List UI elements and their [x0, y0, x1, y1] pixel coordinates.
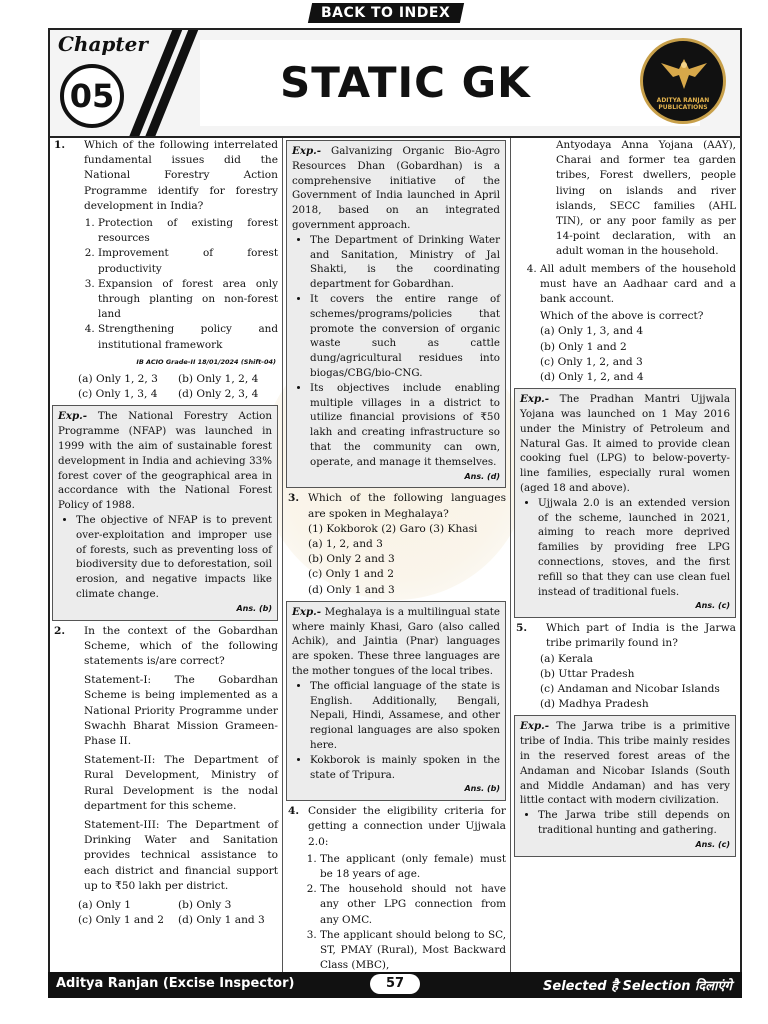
statement: Statement-III: The Department of Drinking Water and Sanitation provides technical assistance to each district and financial support up to ₹50 lakh per district. [84, 819, 278, 892]
statement: Statement-II: The Department of Rural Development, Ministry of Rural Development is the nodal department for this scheme. [84, 754, 278, 812]
column-1 [52, 138, 278, 928]
sub-text: (1) Kokborok (2) Garo (3) Khasi [308, 522, 478, 535]
options [78, 898, 278, 928]
publisher-logo [640, 38, 726, 124]
explanation-box [514, 715, 736, 856]
option: (d) Only 1 and 3 [178, 914, 265, 927]
question-number: 5. [516, 622, 528, 635]
option: (c) Only 1 and 2 [308, 568, 394, 581]
column-2 [286, 138, 506, 975]
question-4 [286, 804, 506, 973]
question-text: In the context of the Gobardhan Scheme, which of the following statements is/are correct? [84, 624, 278, 668]
exp-bullet: • Its objectives include enabling multiple villages in a district to utilize financial provisions of ₹50 lakh and creating infrastructure so that the community can own, operate, and manage it themselves. [310, 381, 500, 470]
option: (c) Only 1, 2, and 3 [540, 355, 643, 368]
eagle-icon [659, 55, 709, 91]
options [540, 324, 736, 385]
answer: Ans. (c) [695, 839, 730, 849]
exp-label: Exp.- [520, 393, 550, 406]
option: (b) Only 1 and 2 [540, 340, 627, 353]
exp-label: Exp.- [292, 605, 322, 618]
list-item-continued: Antyodaya Anna Yojana (AAY), Charai and former tea garden tribes, Forest dwellers, people living on islands and river islands, SECC families (AHL TIN), or any poor family as per 14-point declaration, with an adult woman in the household. [556, 139, 736, 258]
statement: Statement-I: The Gobardhan Scheme is being implemented as a National Priority Programme under Swachh Bharat Mission Grameen-Phase II. [84, 674, 278, 748]
question-number: 2. [54, 624, 66, 637]
chapter-word: Chapter [58, 32, 148, 56]
answer: Ans. (b) [464, 784, 500, 794]
question-1 [52, 138, 278, 621]
exp-text: The Jarwa tribe is a primitive tribe of India. This tribe mainly resides in the reserved forest areas of the Andaman and Nicobar Islands (South and Middle Andaman) and has very little contact with modern civilization. [520, 720, 730, 807]
answer: Ans. (c) [695, 601, 730, 611]
exp-bullet: • The objective of NFAP is to prevent over-exploitation and improper use of forests, such as preventing loss of biodiversity due to deforestation, soil erosion, and negative impacts like climate change. [76, 513, 272, 602]
chapter-number: 05 [60, 64, 124, 128]
options [78, 372, 278, 402]
page-footer [48, 972, 742, 998]
question-5 [514, 621, 736, 856]
list-item: 2. The household should not have any other LPG connection from any OMC. [320, 882, 506, 928]
item-list [522, 262, 736, 308]
option: (b) Uttar Pradesh [540, 667, 635, 680]
explanation-box [286, 601, 506, 801]
explanation-box [514, 388, 736, 618]
chapter-header [50, 30, 740, 138]
question-text: Which of the following interrelated fundamental issues did the National Forestry Action Programme identify for forestry development in India? [84, 139, 278, 212]
option: (a) Only 1 [78, 899, 131, 912]
option: (d) Only 2, 3, 4 [178, 388, 259, 401]
question-text: Consider the eligibility criteria for getting a connection under Ujjwala 2.0: [308, 805, 506, 848]
option: (d) Only 1, 2, and 4 [540, 371, 644, 384]
option: (b) Only 1, 2, 4 [178, 373, 259, 386]
option: (c) Andaman and Nicobar Islands [540, 683, 720, 696]
page-number: 57 [370, 974, 420, 994]
logo-text: ADITYA RANJAN PUBLICATIONS [656, 97, 710, 111]
answer: Ans. (b) [236, 603, 272, 613]
exp-text: Galvanizing Organic Bio-Agro Resources Dhan (Gobardhan) is a comprehensive initiative of the Government of India launched in April 2018, based on an integrated government approach. [292, 145, 500, 231]
question-number: 1. [54, 139, 66, 151]
list-item: 3. Expansion of forest area only through planting on non-forest land [98, 277, 278, 323]
back-to-index-button[interactable] [308, 3, 464, 23]
exam-source: IB ACIO Grade-II 18/01/2024 (Shift-04) [136, 357, 276, 366]
option: (a) Only 1, 3, and 4 [540, 325, 644, 338]
exp-label: Exp.- [520, 720, 550, 733]
footer-author: Aditya Ranjan (Excise Inspector) [56, 976, 295, 991]
option: (c) Only 1, 3, 4 [78, 388, 158, 401]
option: (d) Only 1 and 3 [308, 583, 395, 596]
exp-bullet: • The Jarwa tribe still depends on traditional hunting and gathering. [538, 808, 730, 838]
item-list [80, 216, 278, 353]
exp-bullet: • Kokborok is mainly spoken in the state of Tripura. [310, 753, 500, 783]
question-text: Which of the following languages are spoken in Meghalaya? [308, 492, 506, 520]
question-ask: Which of the above is correct? [540, 310, 704, 323]
page-title: STATIC GK [280, 58, 531, 107]
exp-text: Meghalaya is a multilingual state where mainly Khasi, Garo (also called Achik), and Jaintia (Pnar) languages are spoken. These three languages are the mother tongues of the local tribes. [292, 605, 501, 677]
option: (a) Kerala [540, 652, 593, 665]
option: (b) Only 3 [178, 899, 232, 912]
option: (d) Madhya Pradesh [540, 698, 649, 711]
exp-text: The Pradhan Mantri Ujjwala Yojana was launched on 1 May 2016 under the Ministry of Petroleum and Natural Gas. It aimed to provide clean cooking fuel (LPG) to below-poverty-line families, especially rural women (aged 18 and above). [520, 393, 730, 495]
back-label: BACK TO INDEX [321, 5, 451, 21]
answer: Ans. (d) [464, 471, 500, 481]
exp-label: Exp.- [58, 410, 88, 423]
options [540, 652, 736, 713]
exp-bullet: • The Department of Drinking Water and Sanitation, Ministry of Jal Shakti, is the coordinating department for Gobardhan. [310, 233, 500, 292]
list-item: 2. Improvement of forest productivity [98, 246, 278, 276]
footer-tagline: Selected है Selection दिलाएंगे [543, 979, 732, 994]
option: (a) Only 1, 2, 3 [78, 373, 158, 386]
option: (a) 1, 2, and 3 [308, 537, 383, 550]
list-item: 3. The applicant should belong to SC, ST, PMAY (Rural), Most Backward Class (MBC), [320, 928, 506, 974]
list-item: 4. Strengthening policy and institutional framework [98, 322, 278, 352]
explanation-box [52, 405, 278, 620]
column-divider [282, 138, 283, 972]
options [308, 537, 506, 598]
list-item: 1. Protection of existing forest resources [98, 216, 278, 246]
question-text: Which part of India is the Jarwa tribe primarily found in? [546, 622, 736, 650]
option: (b) Only 2 and 3 [308, 553, 395, 566]
explanation-box [286, 140, 506, 488]
question-3 [286, 491, 506, 801]
list-item: 1. The applicant (only female) must be 18 years of age. [320, 852, 506, 882]
list-item: 4. All adult members of the household must have an Aadhaar card and a bank account. [540, 262, 736, 308]
question-number: 3. [288, 492, 300, 505]
exp-label: Exp.- [292, 145, 322, 157]
column-divider [510, 138, 511, 972]
item-list [302, 852, 506, 974]
question-2 [52, 624, 278, 929]
exp-bullet: • Ujjwala 2.0 is an extended version of the scheme, launched in 2021, aiming to reach more deprived families by providing free LPG connections, stoves, and the first refill so that they can use clean fuel instead of traditional fuels. [538, 496, 730, 600]
option: (c) Only 1 and 2 [78, 914, 164, 927]
exp-bullet: • It covers the entire range of schemes/programs/policies that promote the conversion of organic waste such as cattle dung/agricultural residues into biogas/CBG/bio-CNG. [310, 292, 500, 381]
exp-bullet: • The official language of the state is English. Additionally, Bengali, Nepali, Hindi, Assamese, and other regional languages are also spoken here. [310, 679, 500, 753]
column-3 [514, 138, 736, 860]
question-number: 4. [288, 805, 300, 818]
exp-text: The National Forestry Action Programme (NFAP) was launched in 1999 with the aim of sustainable forest development in India and achieving 33% forest cover of the geographical area in accordance with the National Forest Policy of 1988. [58, 410, 272, 512]
